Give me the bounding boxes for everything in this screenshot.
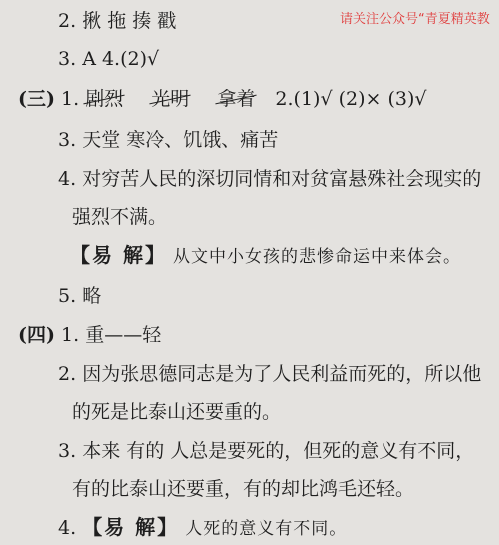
item-number: 3. (58, 440, 77, 462)
answer-text: 本来 有的 人总是要死的，但死的意义有不同， (82, 440, 475, 462)
answer-text: 有的比泰山还要重，有的却比鸿毛还轻。 (72, 478, 415, 500)
answer-line-4-3 (58, 438, 474, 464)
item-number: 3. (58, 129, 77, 151)
tip-text: 人死的意义有不同。 (185, 519, 348, 539)
item-number: 1. (61, 324, 80, 346)
answer-line-2-3 (58, 46, 159, 72)
answer-line-3-5 (58, 283, 101, 309)
answer-line-3-3 (58, 127, 278, 153)
tip-text: 从文中小女孩的悲惨命运中来体会。 (173, 247, 462, 267)
answer-text: 天堂 寒冷、饥饿、痛苦 (82, 129, 279, 151)
answer-text: 揪 拖 揍 戳 (82, 10, 177, 32)
answer-text: 的死是比泰山还要重的。 (72, 401, 282, 423)
section-three-line-1 (18, 86, 427, 112)
answer-text: 因为张思德同志是为了人民利益而死的，所以他 (82, 363, 482, 385)
section-label: (四) (18, 324, 55, 346)
struck-word: 拿着 (217, 88, 256, 110)
answer-text: A 4.(2)√ (82, 48, 160, 70)
section-label: (三) (18, 88, 55, 110)
answer-line-2-2 (58, 8, 176, 34)
answer-text: 对穷苦人民的深切同情和对贫富悬殊社会现实的 (82, 168, 482, 190)
answer-text: 略 (82, 285, 102, 307)
section-four-line-1 (18, 322, 161, 348)
struck-word: 光明 (151, 88, 190, 110)
watermark-text: 请关注公众号“青夏精英教 (340, 12, 490, 27)
answer-line-4-2 (58, 361, 481, 387)
item-number: 2. (58, 10, 77, 32)
answer-text: 强烈不满。 (72, 206, 168, 228)
item-number: 3. (58, 48, 77, 70)
answer-line-3-4 (58, 166, 481, 192)
item-number: 4. (58, 517, 77, 539)
tip-label: 【易 解】 (70, 243, 167, 267)
answer-line-4-2-cont (72, 399, 281, 425)
struck-word: 剧烈 (85, 88, 124, 110)
answer-line-3-4-cont (72, 204, 167, 230)
answer-text: 2.(1)√ (2)× (3)√ (275, 88, 427, 110)
answer-text: 重——轻 (85, 324, 162, 346)
tip-line-1 (70, 242, 461, 270)
tip-label: 【易 解】 (82, 515, 180, 539)
item-number: 2. (58, 363, 77, 385)
answer-line-4-4 (58, 514, 347, 542)
item-number: 4. (58, 168, 77, 190)
answer-line-4-3-cont (72, 476, 414, 502)
item-number: 5. (58, 285, 77, 307)
item-number: 1. (61, 88, 80, 110)
